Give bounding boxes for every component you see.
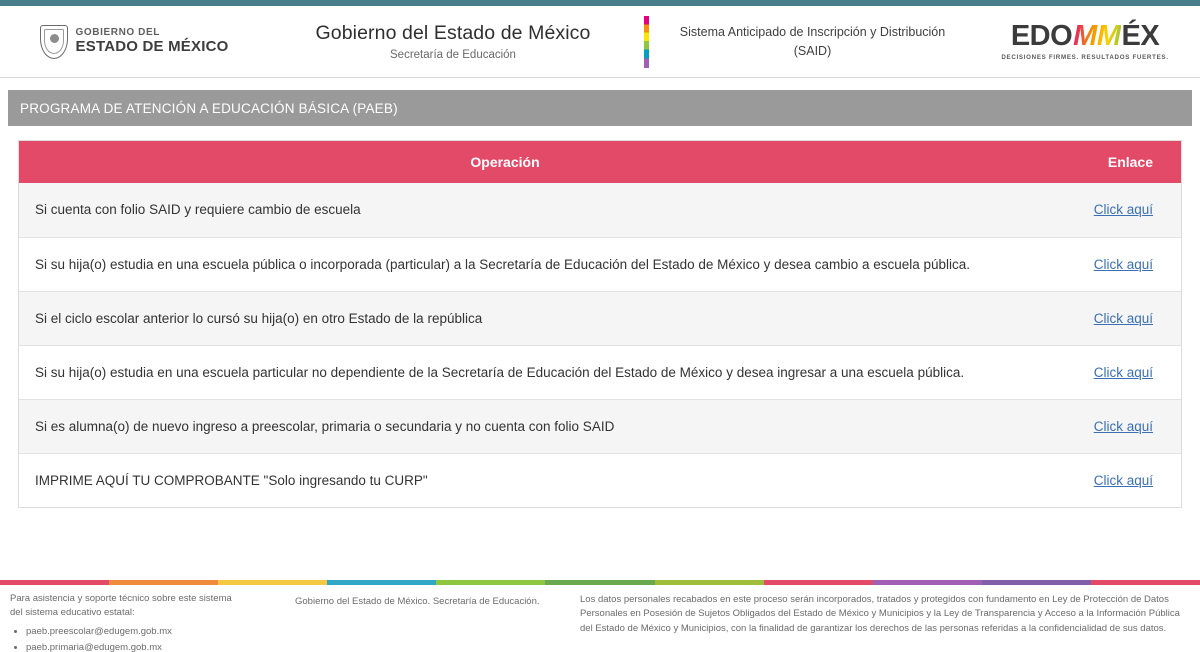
click-link[interactable]: Click aquí	[1093, 472, 1153, 488]
edomex-ex: ÉX	[1121, 20, 1160, 52]
system-name-line2: (SAID)	[793, 43, 832, 58]
edomex-logo	[970, 22, 1200, 61]
click-link[interactable]: Click aquí	[1093, 202, 1153, 218]
edomex-edo: EDO	[1010, 20, 1073, 52]
footer-email-item[interactable]: • paeb.primaria@edugem.gob.mx	[26, 641, 275, 652]
row-enlace-cell	[991, 399, 1181, 453]
table-row	[19, 453, 1181, 507]
operations-card	[18, 140, 1182, 508]
edomex-wordmark	[1011, 22, 1159, 51]
click-link[interactable]: Click aquí	[1093, 418, 1153, 434]
gob-line1: GOBIERNO DEL	[75, 27, 160, 39]
table-row	[19, 183, 1181, 237]
footer-privacy	[570, 585, 1200, 652]
row-enlace-cell	[991, 453, 1181, 507]
operations-table-body	[19, 183, 1181, 507]
row-operacion: IMPRIME AQUÍ TU COMPROBANTE "Solo ingresando tu CURP"	[19, 453, 991, 507]
row-enlace-cell	[991, 291, 1181, 345]
footer-support-line1: Para asistencia y soporte técnico sobre este sistema	[10, 593, 232, 604]
row-enlace-cell	[991, 237, 1181, 291]
column-header-enlace: Enlace	[991, 141, 1181, 183]
table-row	[19, 291, 1181, 345]
row-operacion: Si su hija(o) estudia en una escuela pública o incorporada (particular) a la Secretaría de Educación del Estado de México y desea cambio a escuela pública.	[19, 237, 991, 291]
rainbow-divider	[644, 16, 649, 68]
footer-privacy-text: Los datos personales recabados en este proceso serán incorporados, tratados y protegidos con fundamento en Ley de Protección de Datos Personales en Posesión de Sujetos Obligados del Estado de México y Municipios y la Ley de Transparencia y Acceso a la Información Pública del Estado de México y Municipios, con la finalidad de garantizar los derechos de las personas referidas a la confidencialidad de sus datos.	[580, 594, 1180, 634]
government-logo	[0, 25, 268, 59]
row-enlace-cell	[991, 183, 1181, 237]
site-footer	[0, 580, 1200, 652]
footer-support-line2: del sistema educativo estatal:	[10, 607, 135, 619]
footer-email-list	[10, 625, 275, 652]
table-header-row	[19, 141, 1181, 183]
click-link[interactable]: Click aquí	[1093, 364, 1153, 380]
footer-body	[0, 585, 1200, 652]
row-operacion: Si su hija(o) estudia en una escuela particular no dependiente de la Secretaría de Educación del Estado de México y desea ingresar a una escuela pública.	[19, 345, 991, 399]
section-band	[8, 90, 1192, 126]
operations-table-head	[19, 141, 1181, 183]
table-row	[19, 399, 1181, 453]
edomex-mm: MM	[1073, 20, 1121, 52]
footer-support	[0, 585, 285, 652]
click-link[interactable]: Click aquí	[1093, 310, 1153, 326]
row-enlace-cell	[991, 345, 1181, 399]
footer-center-text: Gobierno del Estado de México. Secretaría de Educación.	[295, 596, 540, 607]
government-logo-text	[76, 28, 229, 54]
page-title: Gobierno del Estado de México	[315, 22, 591, 44]
click-link[interactable]: Click aquí	[1093, 256, 1153, 272]
column-header-operacion: Operación	[19, 141, 991, 183]
edomex-tagline: DECISIONES FIRMES. RESULTADOS FUERTES.	[1001, 54, 1169, 61]
site-header	[0, 6, 1200, 78]
footer-email-item[interactable]: • paeb.preescolar@edugem.gob.mx	[26, 625, 275, 639]
footer-center	[285, 585, 570, 652]
table-row	[19, 345, 1181, 399]
table-row	[19, 237, 1181, 291]
section-band-title: PROGRAMA DE ATENCIÓN A EDUCACIÓN BÁSICA (PAEB)	[20, 100, 398, 116]
row-operacion: Si cuenta con folio SAID y requiere cambio de escuela	[19, 183, 991, 237]
row-operacion: Si el ciclo escolar anterior lo cursó su hija(o) en otro Estado de la república	[19, 291, 991, 345]
system-name-line1: Sistema Anticipado de Inscripción y Distribución	[679, 25, 946, 40]
operations-table	[19, 141, 1181, 507]
page-subtitle: Secretaría de Educación	[390, 49, 516, 61]
row-operacion: Si es alumna(o) de nuevo ingreso a preescolar, primaria o secundaria y no cuenta con folio SAID	[19, 399, 991, 453]
header-title-block	[268, 22, 638, 61]
gob-line2: ESTADO DE MÉXICO	[75, 37, 229, 55]
coat-of-arms-icon	[40, 25, 68, 59]
system-name	[655, 23, 970, 59]
